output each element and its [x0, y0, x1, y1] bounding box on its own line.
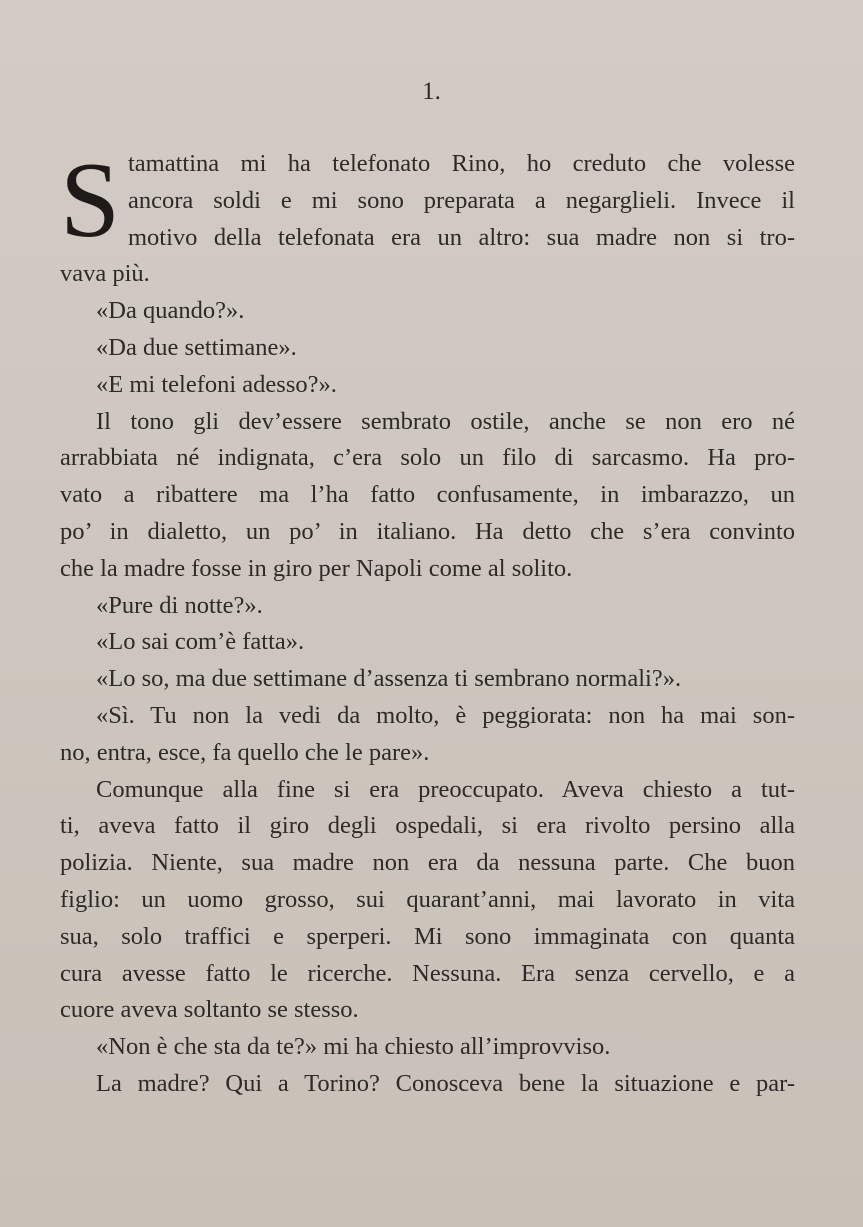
text-line: Il tono gli dev’essere sembrato ostile, anche se non ero né [96, 407, 795, 435]
text-line: «E mi telefoni adesso?». [96, 370, 337, 398]
text-line: no, entra, esce, fa quello che le pare». [60, 738, 430, 766]
text-line: arrabbiata né indignata, c’era solo un filo di sarcasmo. Ha pro- [60, 444, 795, 472]
text-line: «Pure di notte?». [96, 591, 263, 619]
text-line: La madre? Qui a Torino? Conosceva bene la situazione e par- [96, 1069, 795, 1097]
drop-cap-lines [128, 146, 795, 256]
text-line: cura avesse fatto le ricerche. Nessuna. Era senza cervello, e a [60, 959, 795, 987]
text-line: «Lo so, ma due settimane d’assenza ti sembrano normali?». [96, 665, 682, 693]
text-line: «Non è che sta da te?» mi ha chiesto all’improvviso. [96, 1033, 611, 1061]
text-line: vato a ribattere ma l’ha fatto confusamente, in imbarazzo, un [60, 481, 795, 509]
text-line: motivo della telefonata era un altro: sua madre non si tro- [128, 223, 795, 251]
text-line: figlio: un uomo grosso, sui quarant’anni, mai lavorato in vita [60, 885, 795, 913]
drop-cap-paragraph-start [60, 141, 795, 260]
text-line: «Lo sai com’è fatta». [96, 628, 305, 656]
page-number: 1. [422, 78, 441, 105]
text-line: vava più. [60, 260, 150, 288]
text-line: tamattina mi ha telefonato Rino, ho creduto che volesse [128, 150, 795, 177]
text-line: «Sì. Tu non la vedi da molto, è peggiorata: non ha mai son- [96, 701, 795, 729]
text-line: sua, solo traffici e sperperi. Mi sono immaginata con quanta [60, 922, 795, 950]
text-line: Comunque alla fine si era preoccupato. Aveva chiesto a tut- [96, 775, 795, 803]
text-line: ti, aveva fatto il giro degli ospedali, si era rivolto persino alla [60, 812, 795, 840]
text-line: ancora soldi e mi sono preparata a negarglieli. Invece il [128, 186, 795, 214]
text-line: cuore aveva soltanto se stesso. [60, 996, 359, 1024]
text-line: che la madre fosse in giro per Napoli come al solito. [60, 554, 573, 582]
body-text [60, 141, 795, 1103]
text-line: «Da quando?». [96, 297, 245, 325]
text-line: polizia. Niente, sua madre non era da nessuna parte. Che buon [60, 849, 795, 877]
text-line: «Da due settimane». [96, 333, 297, 361]
text-line: po’ in dialetto, un po’ in italiano. Ha detto che s’era convinto [60, 517, 795, 545]
drop-cap: S [60, 141, 121, 260]
